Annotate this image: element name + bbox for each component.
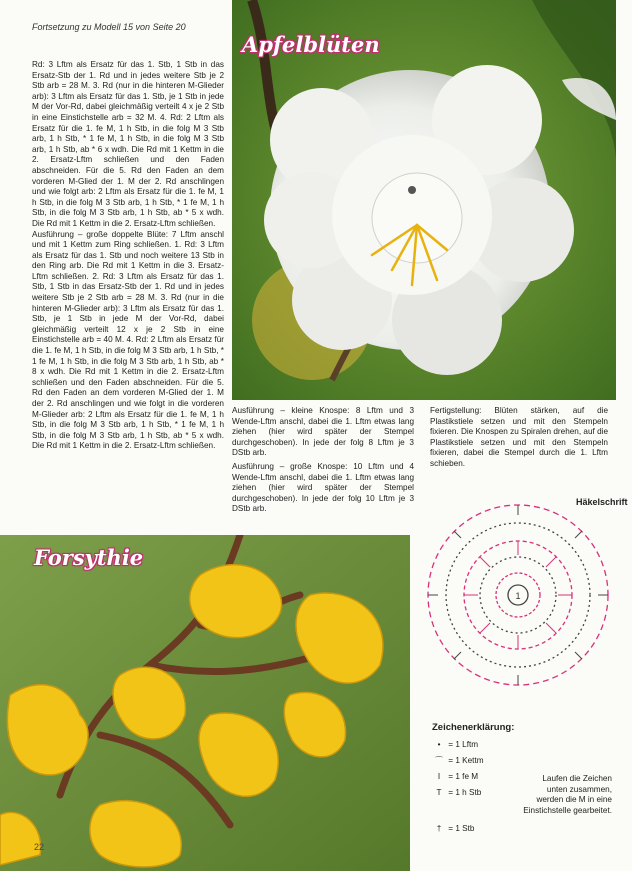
slip-stitch-symbol-icon: ⌒ xyxy=(434,756,444,765)
instructions-column xyxy=(32,60,224,452)
legend-row-chain: • = 1 Lftm xyxy=(432,737,622,753)
apple-blossom-title: Apfelblüten xyxy=(242,32,380,57)
forsythia-title: Forsythie xyxy=(34,545,144,570)
single-crochet-symbol-icon: I xyxy=(437,772,441,781)
half-double-symbol-icon: T xyxy=(436,788,442,797)
instructions-paragraph-2: Ausführung – große doppelte Blüte: 7 Lftm anschl und mit 1 Kettm zum Ring schließen. 1. Rd: 3 Lftm als Ersatz für das 1. Stb und noch weitere 13 Stb in den Ring arb. Die Rd mit 1 Kettm in die 3. Ersatz-Lftm schließen. 2. Rd: 3 Lftm als Ersatz für das 1. Stb, 1 Stb in das Ersatz-Stb der 1. Rd und in jedes weitere Stb je 2 Stb arb = 28 M. 3. Rd (nur in die hinteren M-Glieder arb): 3 Lftm als Ersatz für das 1. Stb, je 1 Stb in jede M der Vor-Rd, dabei gleichmäßig verteilt 12 x je 2 Stb in eine Einstichstelle arb = 40 M. 4. Rd: 2 Lftm als Ersatz für die 1. fe M, 1 h Stb, in die folg M 3 Stb arb, 1 h Stb, * 1 fe M, 1 h Stb, in die folg M 3 Stb arb, 1 h Stb, ab * 8 x wdh. Die Rd mit 1 Kettm in die 2. Ersatz-Lftm schließen und den Faden abschneiden. Für die 5. Rd den Faden an dem vorderen M-Glied der 1. M der 2. Rd anschlingen und wie folgt in die vorderen M-Glieder arb: 2 Lftm als Ersatz für die 1. fe M, 1 h Stb, in die folg M 3 Stb arb, 1 h Stb, * 1 fe M, 1 h Stb, in die folg M 3 Stb arb, 1 h Stb, ab * 5 x wdh. Die Rd mit 1 Kettm in die 2. Ersatz-Lftm schließen. xyxy=(32,229,224,451)
page-number: 22 xyxy=(34,842,45,852)
apple-blossom-photo xyxy=(232,0,616,400)
legend-row-hdc: T = 1 h Stb xyxy=(432,785,622,801)
diagram-center-number: 1 xyxy=(515,591,521,601)
continuation-note: Fortsetzung zu Modell 15 von Seite 20 xyxy=(32,22,186,32)
legend-row-sc: I = 1 fe M xyxy=(432,769,622,785)
large-bud-instructions: Ausführung – große Knospe: 10 Lftm und 4 Wende-Lftm anschl, dabei die 1. Lftm etwas lang ziehen (hier wird später der Stempel durchgeschoben). In jede der folg 10 Lftm je 3 DStb arb. xyxy=(232,462,414,514)
instructions-paragraph-1: Rd: 3 Lftm als Ersatz für das 1. Stb, 1 Stb in das Ersatz-Stb der 1. Rd und in jedes weitere Stb je 2 Stb arb = 28 M. 3. Rd (nur in die hinteren M-Glieder arb): 3 Lftm als Ersatz für das 1. Stb, je 1 Stb in jede M der Vor-Rd, dabei gleichmäßig verteilt 4 x je 2 Stb in eine Einstichstelle arb = 32 M. 4. Rd: 2 Lftm als Ersatz für die 1. fe M, 1 h Stb, in die folg M 3 Stb arb, 1 h Stb, * 1 fe M, 1 h Stb, in die folg M 3 Stb arb, 1 h Stb, ab * 6 x wdh. Die Rd mit 1 Kettm in die 2. Ersatz-Lftm schließen und den Faden abschneiden. Für die 5. Rd den Faden an dem vorderen M-Glied der 1. M der 2. Rd anschlingen und wie folgt arb: 2 Lftm als Ersatz für die 1. fe M, 1 h Stb, in die folg M 3 Stb arb, 1 h Stb, * 1 fe M, 1 h Stb, in die folg M 3 Stb arb, 1 h Stb, ab * 5 x wdh. Die Rd mit 1 Kettm in die 2. Ersatz-Lftm schließen. xyxy=(32,60,224,228)
legend-row-slip: ⌒ = 1 Kettm xyxy=(432,753,622,769)
legend-note: Laufen die Zeichen unten zusammen, werden die M in eine Einstichstelle gearbeitet. xyxy=(523,774,612,815)
small-bud-instructions: Ausführung – kleine Knospe: 8 Lftm und 3 Wende-Lftm anschl, dabei die 1. Lftm etwas lang ziehen (hier wird später der Stempel durchgeschoben). In jede der folg 8 Lftm je 3 DStb arb. xyxy=(232,406,414,458)
forsythia-photo xyxy=(0,535,410,871)
legend-row-dc: † = 1 Stb xyxy=(432,821,622,837)
chain-symbol-icon: • xyxy=(437,740,441,749)
diagram-label: Häkelschrift xyxy=(576,497,628,507)
legend-title: Zeichenerklärung: xyxy=(432,722,515,733)
double-crochet-symbol-icon: † xyxy=(436,824,442,833)
crochet-diagram xyxy=(418,495,618,695)
finishing-instructions: Fertigstellung: Blüten stärken, auf die Plastikstiele setzen und mit den Stempeln fixieren. Die Knospen zu Spiralen drehen, auf die Plastikstiele setzen und mit den Stempeln fixieren, dabei die Stempel durch die 1. Lftm schieben. xyxy=(430,406,608,468)
